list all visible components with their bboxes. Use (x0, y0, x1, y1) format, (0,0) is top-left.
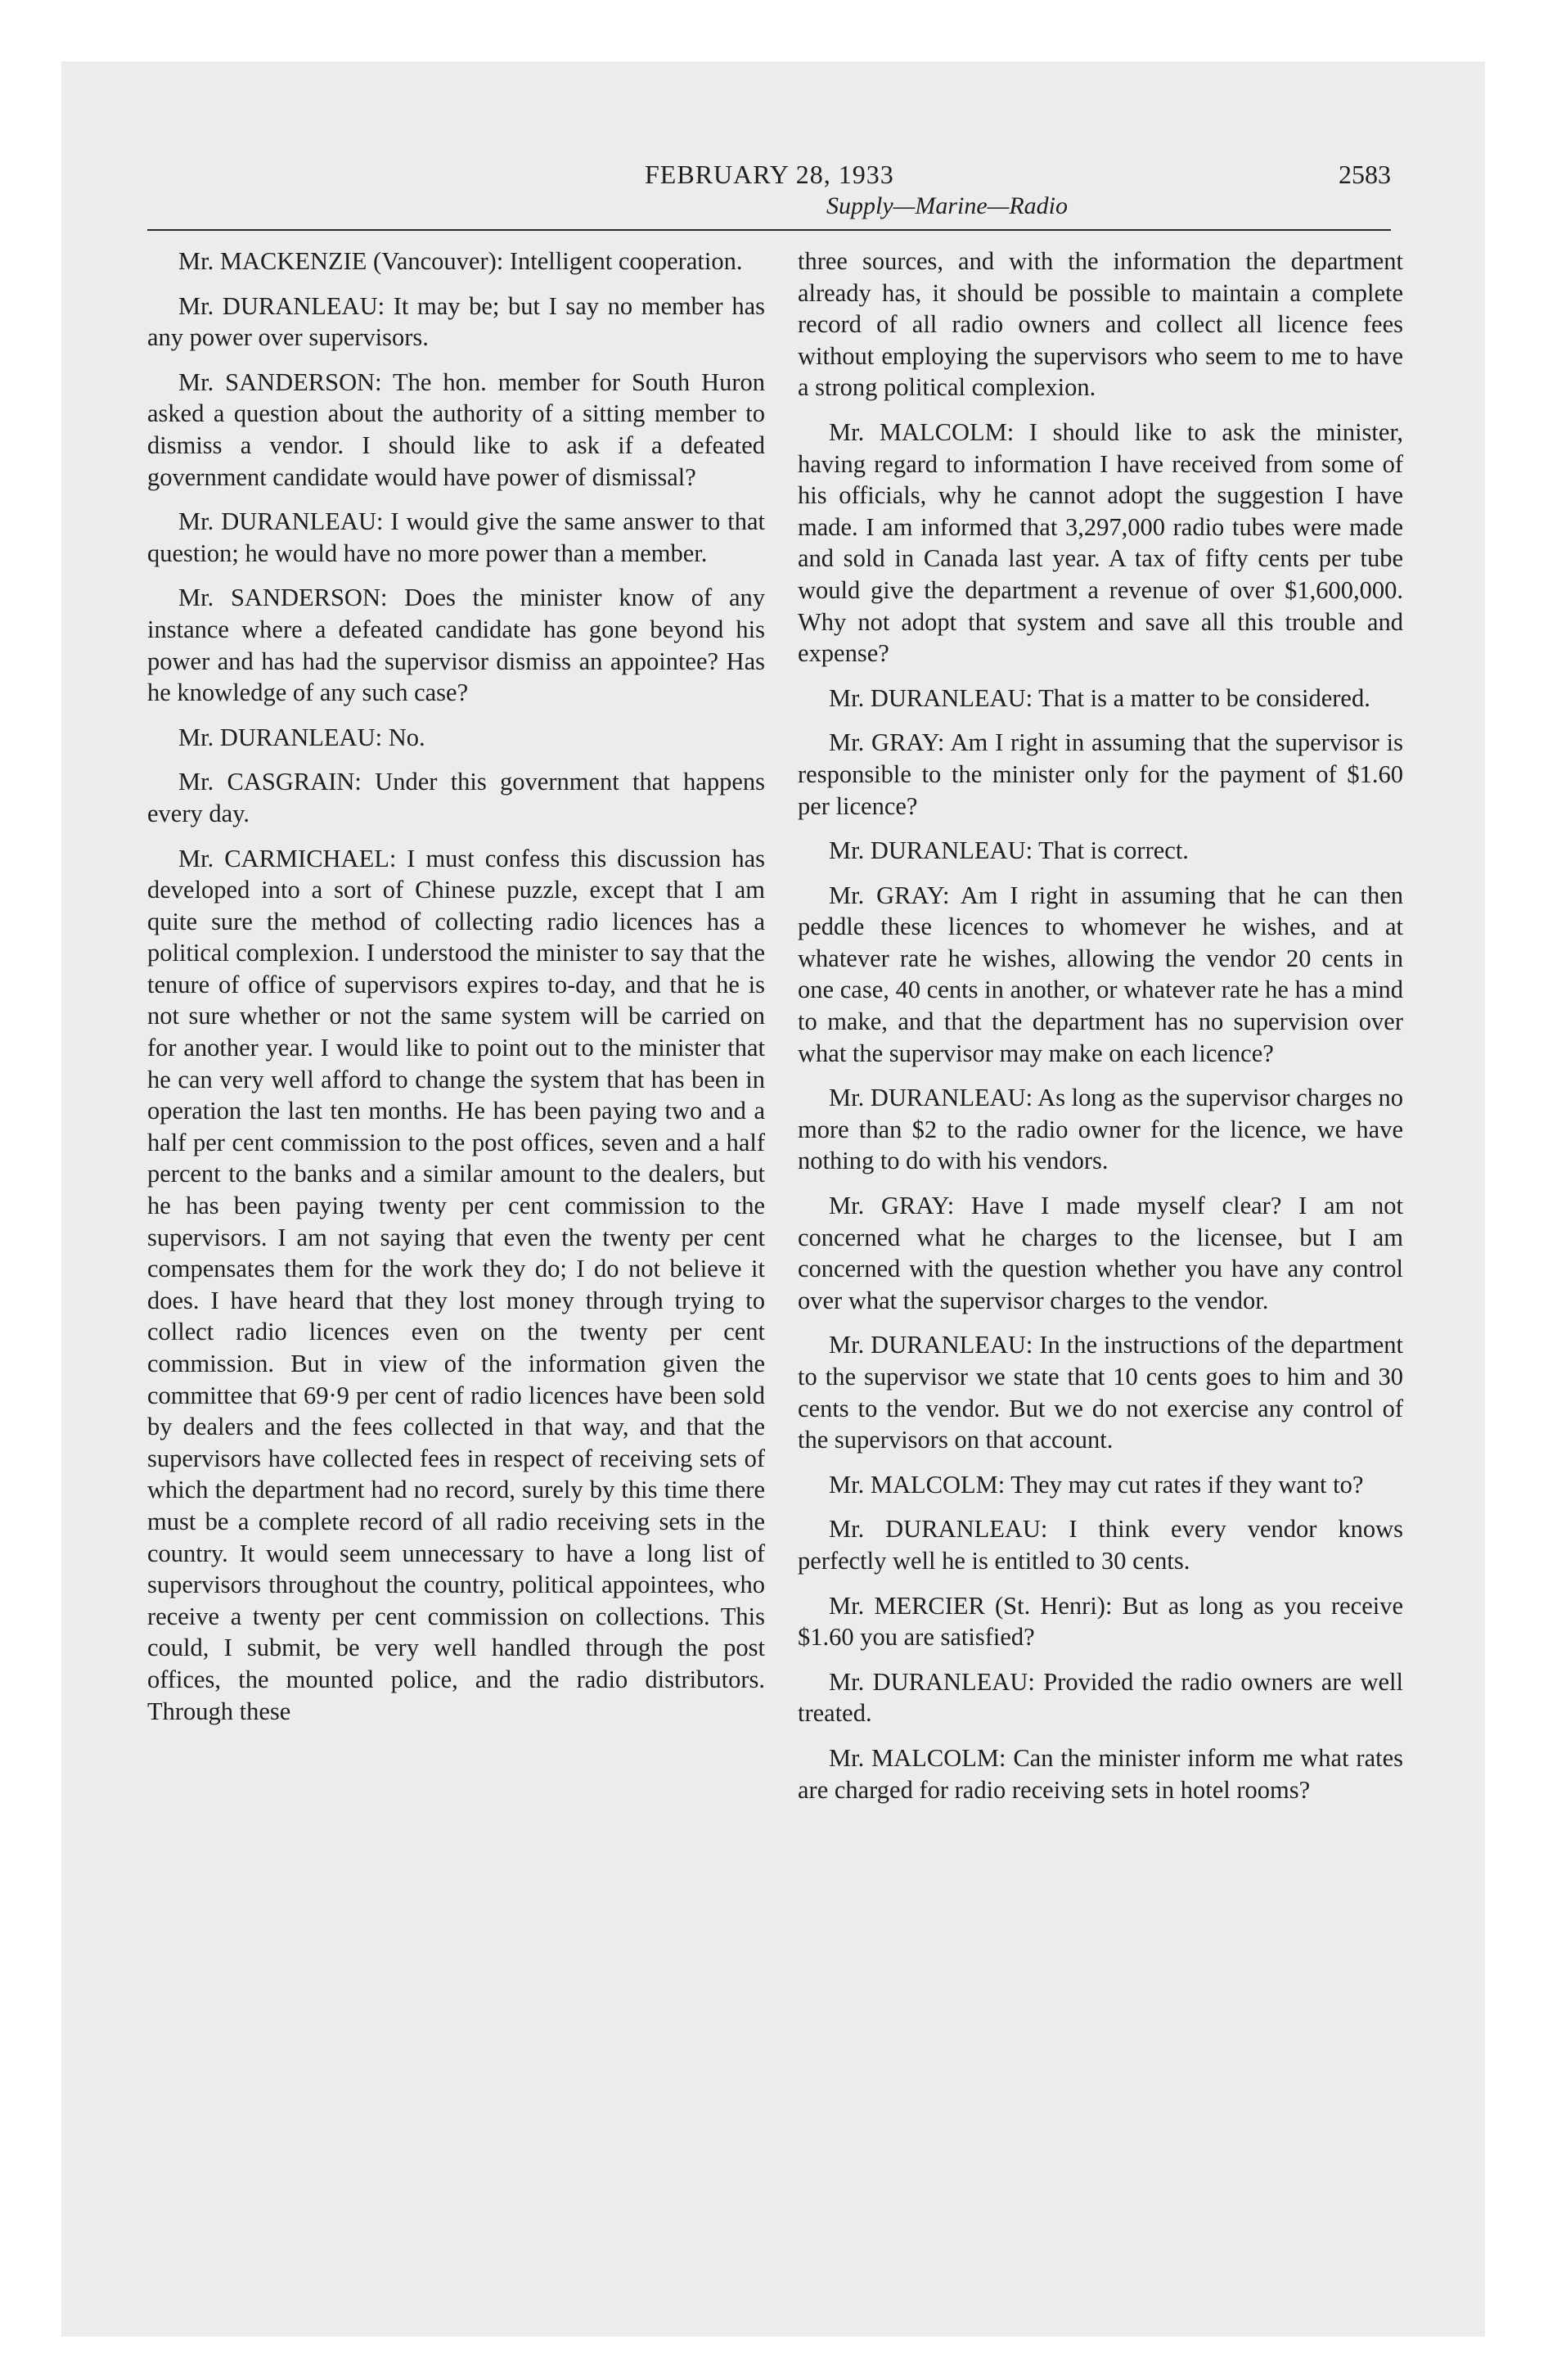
paragraph: Mr. DURANLEAU: No. (178, 723, 425, 751)
header-subject: Supply—Marine—Radio (826, 192, 1068, 219)
paragraph: Mr. DURANLEAU: That is a matter to be considered. (829, 683, 1370, 712)
page-header (147, 160, 1391, 233)
paragraph: Mr. GRAY: Am I right in assuming that he can then peddle these licences to whomever he wishes, and at whatever rate he wishes, allowing the vendor 20 cents in one case, 40 cents in another, or whatever rate he has a mind to make, and that the department has no supervision over what the supervisor may make on each licence? (798, 881, 1403, 1067)
paragraph: Mr. MACKENZIE (Vancouver): Intelligent cooperation. (178, 247, 743, 275)
paragraph: Mr. GRAY: Have I made myself clear? I am not concerned what he charges to the licensee, but I am concerned with the question whether you have any control over what the supervisor charges to the vendor. (798, 1192, 1403, 1314)
paragraph-continuation: three sources, and with the information the department already has, it should be possible to maintain a complete record of all radio owners and collect all licence fees without employing the supervisors who seem to me to have a strong political complexion. (798, 247, 1403, 402)
paragraph: Mr. DURANLEAU: As long as the supervisor charges no more than $2 to the radio owner for the licence, we have nothing to do with his vendors. (798, 1084, 1403, 1175)
header-date: FEBRUARY 28, 1933 (645, 160, 894, 189)
paragraph: Mr. DURANLEAU: I would give the same answer to that question; he would have no more power than a member. (147, 507, 765, 567)
paragraph: Mr. SANDERSON: Does the minister know of any instance where a defeated candidate has gone beyond his power and has had the supervisor dismiss an appointee? Has he knowledge of any such case? (147, 584, 765, 707)
paragraph: Mr. CARMICHAEL: I must confess this discussion has developed into a sort of Chinese puzzle, except that I am quite sure the method of collecting radio licences has a political complexion. I understood the minister to say that the tenure of office of supervisors expires to-day, and that he is not sure whether or not the same system will be carried on for another year. I would like to point out to the minister that he can very well afford to change the system that has been in operation the last ten months. He has been paying two and a half per cent commission to the post offices, seven and a half percent to the banks and a similar amount to the dealers, but he has been paying twenty per cent commission to the supervisors. I am not saying that even the twenty per cent compensates them for the work they do; I do not believe it does. I have heard that they lost money through trying to collect radio licences even on the twenty per cent commission. But in view of the information given the committee that 69·9 per cent of radio licences have been sold by dealers and the fees collected in that way, and that the supervisors have collected fees in respect of receiving sets of which the department had no record, surely by this time there must be a complete record of all radio receiving sets in the country. It would seem unnecessary to have a long list of supervisors throughout the country, political appointees, who receive a twenty per cent commission on collections. This could, I submit, be very well handled through the post offices, the mounted police, and the radio distributors. Through these (147, 844, 765, 1725)
paragraph: Mr. MERCIER (St. Henri): But as long as you receive $1.60 you are satisfied? (798, 1591, 1403, 1652)
paragraph: Mr. DURANLEAU: It may be; but I say no member has any power over supervisors. (147, 291, 765, 352)
paragraph: Mr. GRAY: Am I right in assuming that the supervisor is responsible to the minister only for the payment of $1.60 per licence? (798, 728, 1403, 820)
paragraph: Mr. MALCOLM: Can the minister inform me what rates are charged for radio receiving sets in hotel rooms? (798, 1743, 1403, 1804)
paragraph: Mr. DURANLEAU: I think every vendor knows perfectly well he is entitled to 30 cents. (798, 1515, 1403, 1575)
paragraph: Mr. DURANLEAU: In the instructions of the department to the supervisor we state that 10 cents goes to him and 30 cents to the vendor. But we do not exercise any control of the supervisors on that account. (798, 1331, 1403, 1454)
right-column (798, 246, 1403, 1819)
paragraph: Mr. SANDERSON: The hon. member for South Huron asked a question about the authority of a sitting member to dismiss a vendor. I should like to ask if a defeated government candidate would have power of dismissal? (147, 367, 765, 491)
paragraph: Mr. DURANLEAU: That is correct. (829, 836, 1189, 865)
paragraph: Mr. DURANLEAU: Provided the radio owners are well treated. (798, 1667, 1403, 1728)
paragraph: Mr. CASGRAIN: Under this government that happens every day. (147, 768, 765, 827)
page-number: 2583 (1339, 160, 1391, 189)
paragraph: Mr. MALCOLM: I should like to ask the minister, having regard to information I have received from some of his officials, why he cannot adopt the suggestion I have made. I am informed that 3,297,000 radio tubes were made and sold in Canada last year. A tax of fifty cents per tube would give the department a revenue of over $1,600,000. Why not adopt that system and save all this trouble and expense? (798, 417, 1403, 668)
paragraph: Mr. MALCOLM: They may cut rates if they want to? (829, 1470, 1364, 1499)
header-rule (147, 229, 1391, 231)
left-column (147, 246, 765, 1740)
